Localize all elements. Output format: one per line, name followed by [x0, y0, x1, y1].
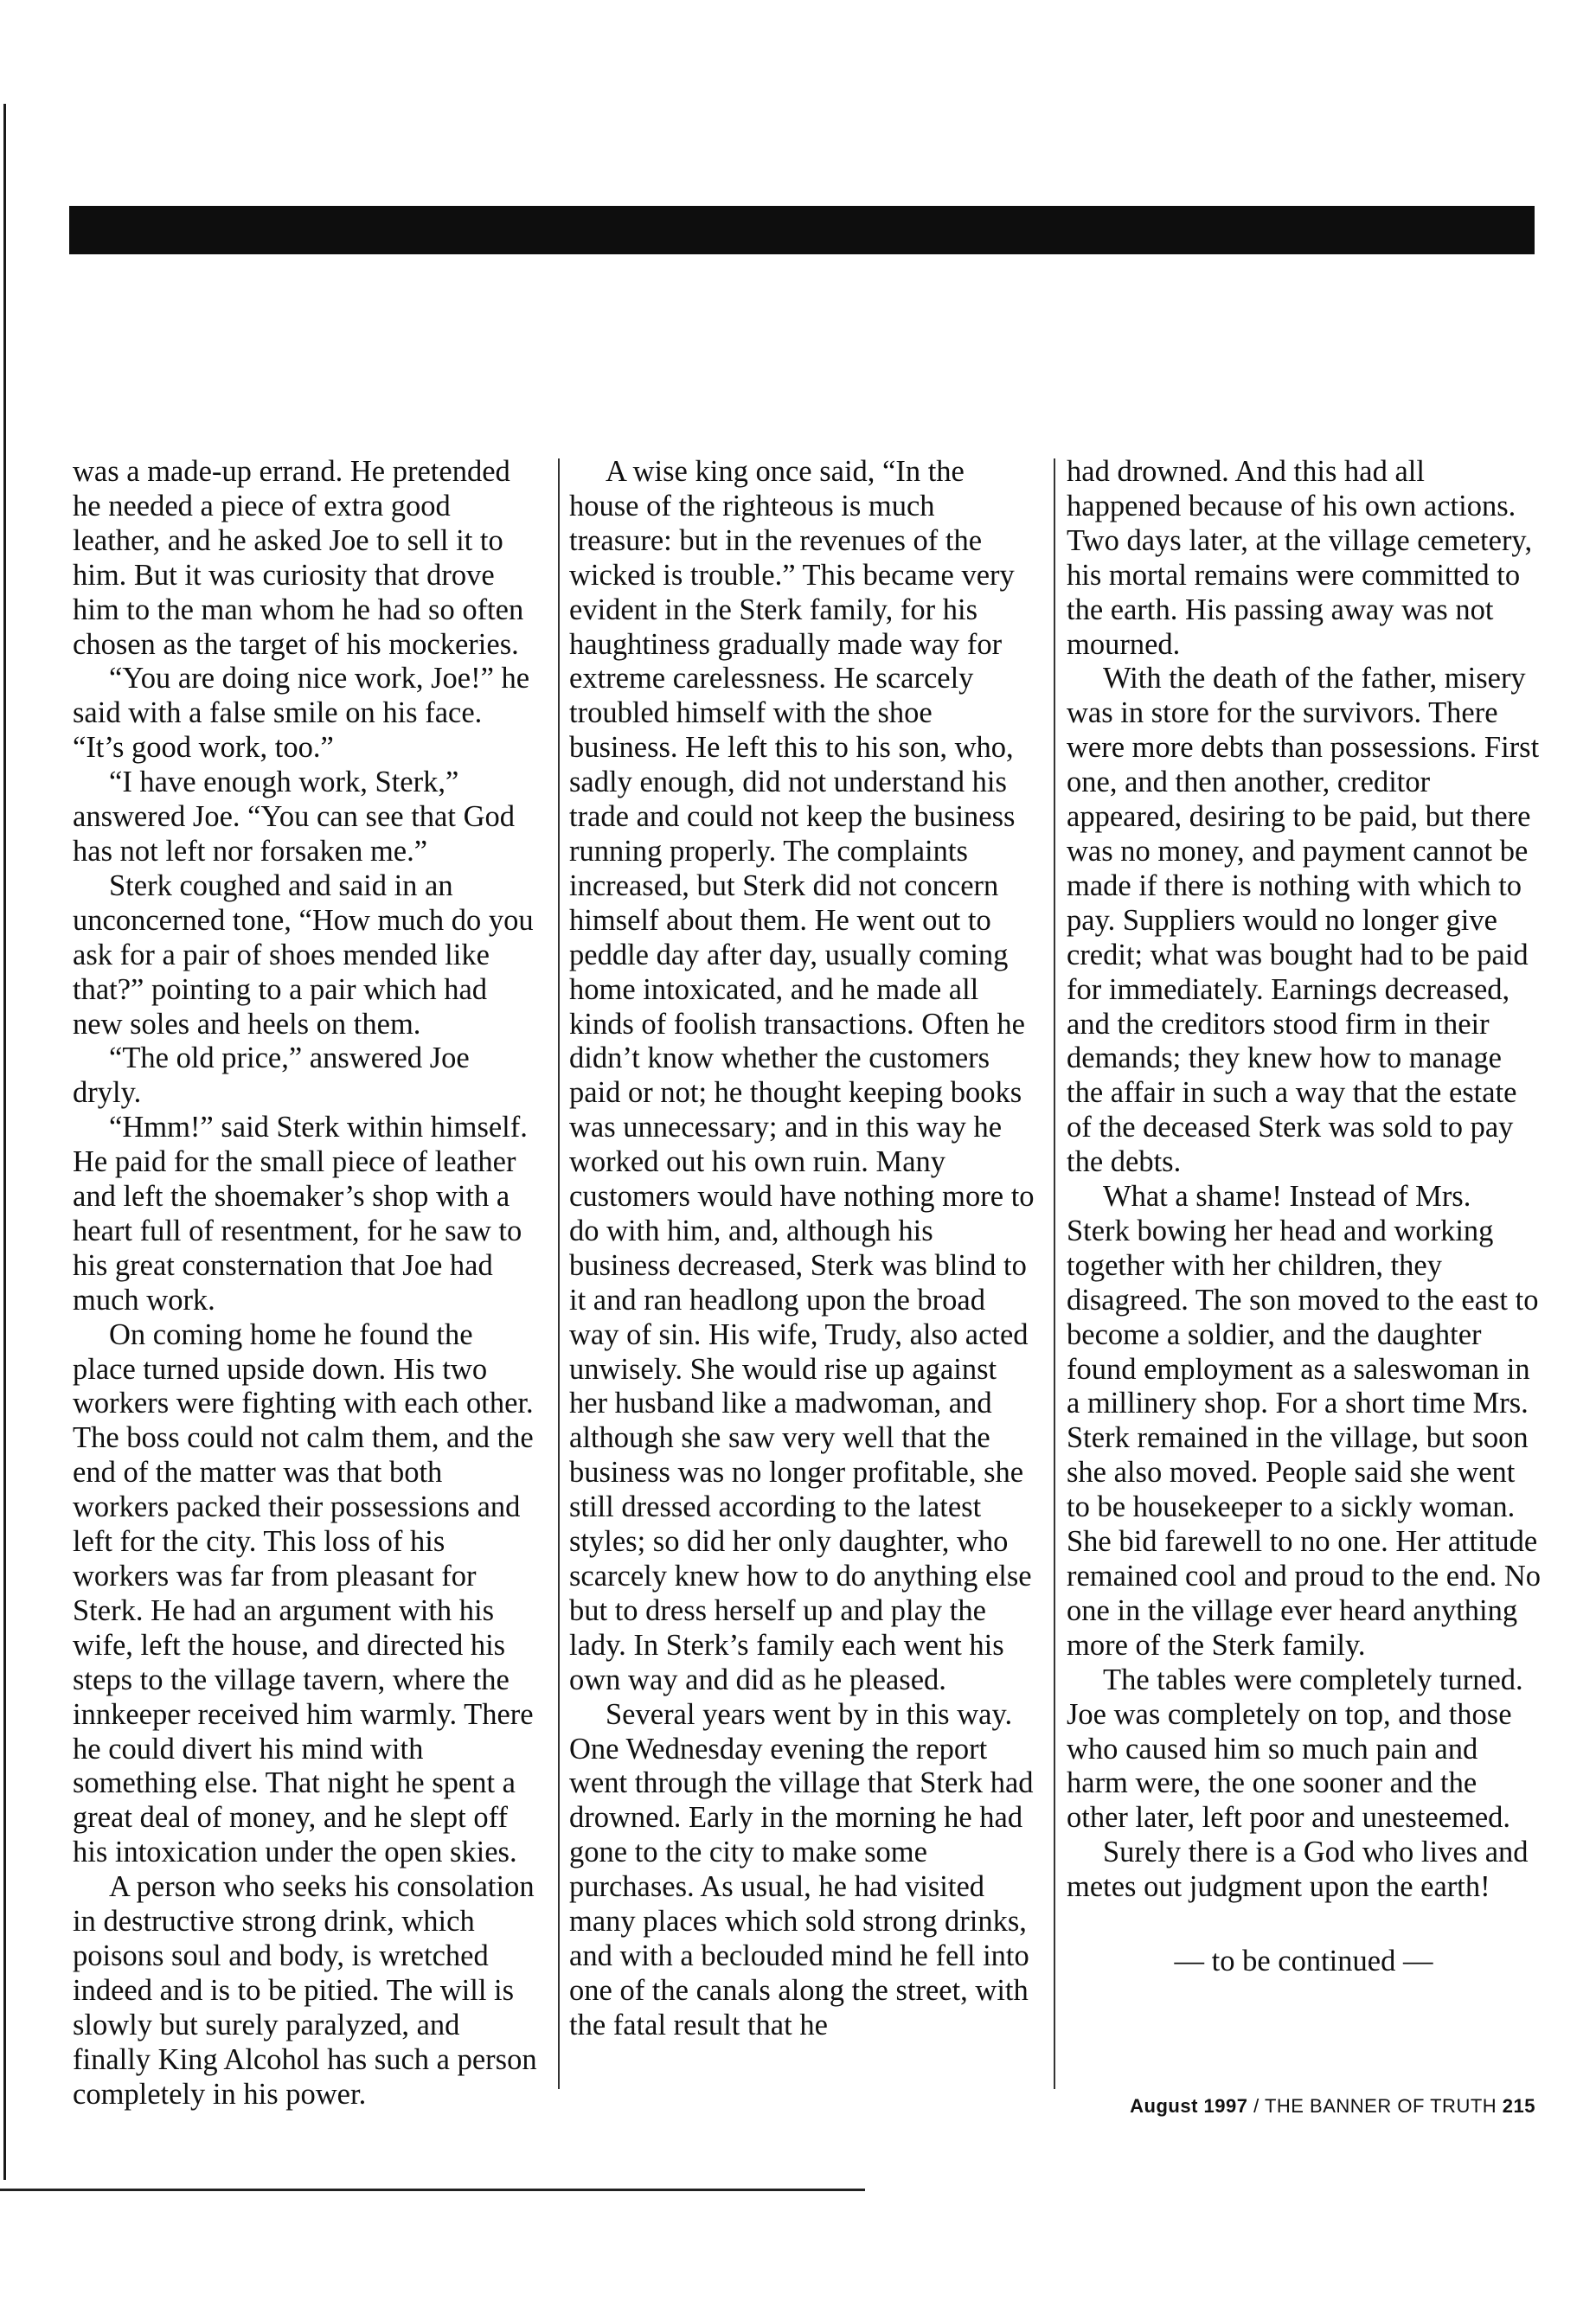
footer-publication: THE BANNER OF TRUTH [1264, 2095, 1497, 2117]
paragraph: The tables were completely turned. Joe was completely on top, and those who caused him so much pain and harm were, the one sooner and the other later, left poor and unesteemed. [1067, 1663, 1523, 1835]
scan-bottom-line [0, 2189, 865, 2191]
paragraph: With the death of the father, misery was in store for the survivors. There were more debts than possessions. First one, and then another, creditor appeared, desiring to be paid, but there was no money, and payment cannot be made if there is nothing with which to pay. Suppliers would no longer give credit; what was bought had to be paid for immediately. Earnings decreased, and the creditors stood firm in their demands; they knew how to manage the affair in such a way that the estate of the deceased Sterk was sold to pay the debts. [1067, 662, 1540, 1179]
scan-edge-line [3, 104, 6, 2180]
to-be-continued: — to be continued — [1174, 1945, 1433, 1978]
paragraph: On coming home he found the place turned upside down. His two workers were fighting with each other. The boss could not calm them, and the end of the matter was that both workers packed their possessions and left for the city. This loss of his workers was far from pleasant for Sterk. He had an argument with his wife, left the house, and directed his steps to the village tavern, where the innkeeper received him warmly. There he could divert his mind with something else. That night he spent a great deal of money, and he slept off his intoxication under the open skies. [73, 1317, 534, 1869]
header-bar [69, 206, 1535, 254]
column-divider [1054, 458, 1055, 2089]
paragraph: “Hmm!” said Sterk within himself. He paid for the small piece of leather and left the shoemaker’s shop with a heart full of resentment, for he saw to his great consternation that Joe had much work. [73, 1111, 528, 1317]
footer-separator: / [1253, 2095, 1259, 2117]
paragraph: A wise king once said, “In the house of the righteous is much treasure: but in the revenues of the wicked is trouble.” This became very evident in the Sterk family, for his haughtiness gradually made way for extreme carelessness. He scarcely troubled himself with the shoe business. He left this to his son, who, sadly enough, did not understand his trade and could not keep the business running properly. The complaints increased, but Sterk did not concern himself about them. He went out to peddle day after day, usually coming home intoxicated, and he made all kinds of foolish transactions. Often he didn’t know whether the customers paid or not; he thought keeping books was unnecessary; and in this way he worked out his own ruin. Many customers would have nothing more to do with him, and, although his business decreased, Sterk was blind to it and ran headlong upon the broad way of sin. His wife, Trudy, also acted unwisely. She would rise up against her husband like a madwoman, and although she saw very well that the business was no longer profitable, she still dressed according to the latest styles; so did her only daughter, who scarcely knew how to do anything else but to dress herself up and play the lady. In Sterk’s family each went his own way and did as he pleased. [569, 455, 1035, 1696]
paragraph: “You are doing nice work, Joe!” he said with a false smile on his face. “It’s good work, too.” [73, 662, 530, 765]
column-2 [569, 455, 1036, 2043]
paragraph: “I have enough work, Sterk,” answered Joe. “You can see that God has not left nor forsaken me.” [73, 766, 515, 868]
paragraph: Surely there is a God who lives and metes out judgment upon the earth! [1067, 1836, 1529, 1904]
column-divider [558, 458, 560, 2089]
column-1 [73, 455, 540, 2112]
paragraph: had drowned. And this had all happened because of his own actions. Two days later, at the village cemetery, his mortal remains were committed to the earth. His passing away was not mourned. [1067, 455, 1533, 661]
paragraph: “The old price,” answered Joe dryly. [73, 1042, 470, 1110]
paragraph: Several years went by in this way. One Wednesday evening the report went through the village that Sterk had drowned. Early in the morning he had gone to the city to make some purchases. As usual, he had visited many places which sold strong drinks, and with a beclouded mind he fell into one of the canals along the street, with the fatal result that he [569, 1697, 1034, 2041]
paragraph: Sterk coughed and said in an unconcerned tone, “How much do you ask for a pair of shoes mended like that?” pointing to a pair which had new soles and heels on them. [73, 868, 534, 1041]
paragraph: A person who seeks his consolation in destructive strong drink, which poisons soul and body, is wretched indeed and is to be pitied. The will is slowly but surely paralyzed, and finally King Alcohol has such a person completely in his power. [73, 1870, 537, 2111]
paragraph: was a made-up errand. He pretended he needed a piece of extra good leather, and he asked Joe to sell it to him. But it was curiosity that drove him to the man whom he had so often chosen as the target of his mockeries. [73, 455, 524, 661]
column-3 [1067, 455, 1541, 1979]
footer-date: August 1997 [1130, 2095, 1248, 2117]
page-number: 215 [1502, 2095, 1535, 2117]
page-footer [1130, 2095, 1535, 2118]
paragraph: What a shame! Instead of Mrs. Sterk bowing her head and working together with her children, they disagreed. The son moved to the east to become a soldier, and the daughter found employment as a saleswoman in a millinery shop. For a short time Mrs. Sterk remained in the village, but soon she also moved. People said she went to be housekeeper to a sickly woman. She bid farewell to no one. Her attitude remained cool and proud to the end. No one in the village ever heard anything more of the Sterk family. [1067, 1180, 1542, 1662]
